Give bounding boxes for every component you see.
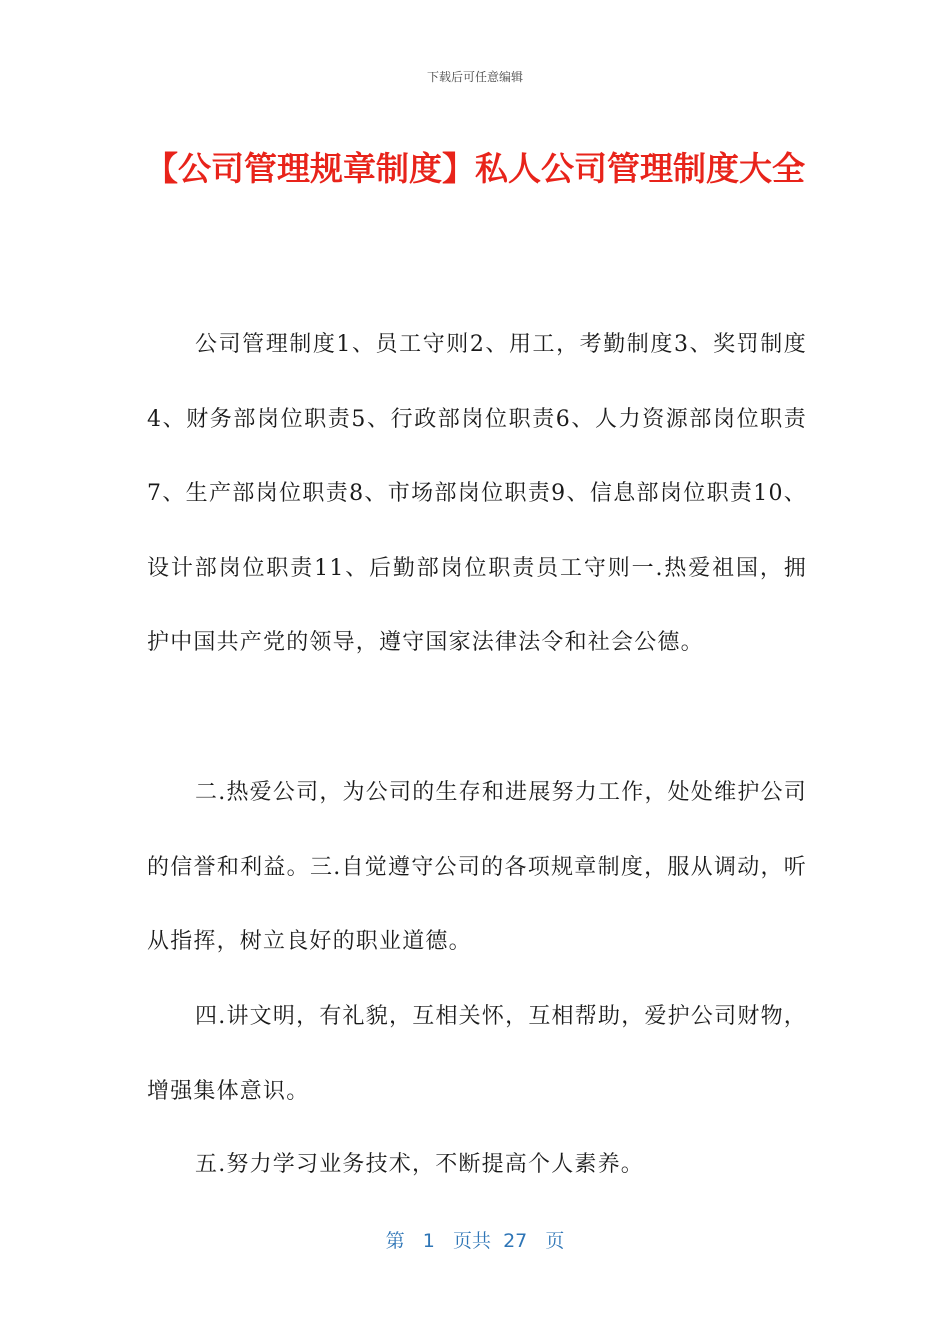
body-paragraph-3: 四.讲文明，有礼貌，互相关怀，互相帮助，爱护公司财物，增强集体意识。: [147, 1004, 807, 1104]
header-note: 下载后可任意编辑: [426, 70, 523, 84]
body-paragraph-1: 公司管理制度1、员工守则2、用工，考勤制度3、奖罚制度4、财务部岗位职责5、行政部岗位职责6、人力资源部岗位职责7、生产部岗位职责8、市场部岗位职责9、信息部岗位职责10、设计部岗位职责11、后勤部岗位职责员工守则一.热爱祖国，拥护中国共产党的领导，遵守国家法律法令和社会公德。: [147, 332, 807, 655]
footer-suffix: 页: [545, 1230, 565, 1252]
footer-middle: 页共: [452, 1230, 491, 1252]
body-paragraph-2: 二.热爱公司，为公司的生存和进展努力工作，处处维护公司的信誉和利益。三.自觉遵守公司的各项规章制度，服从调动，听从指挥，树立良好的职业道德。: [147, 780, 807, 954]
page-footer: [0, 1226, 950, 1253]
footer-prefix: 第: [385, 1230, 405, 1252]
page-number: 1: [422, 1230, 435, 1252]
body-paragraph-4: 五.努力学习业务技术，不断提高个人素养。: [195, 1152, 644, 1177]
page-total: 27: [503, 1230, 528, 1252]
document-title: 【公司管理规章制度】私人公司管理制度大全: [145, 149, 805, 188]
